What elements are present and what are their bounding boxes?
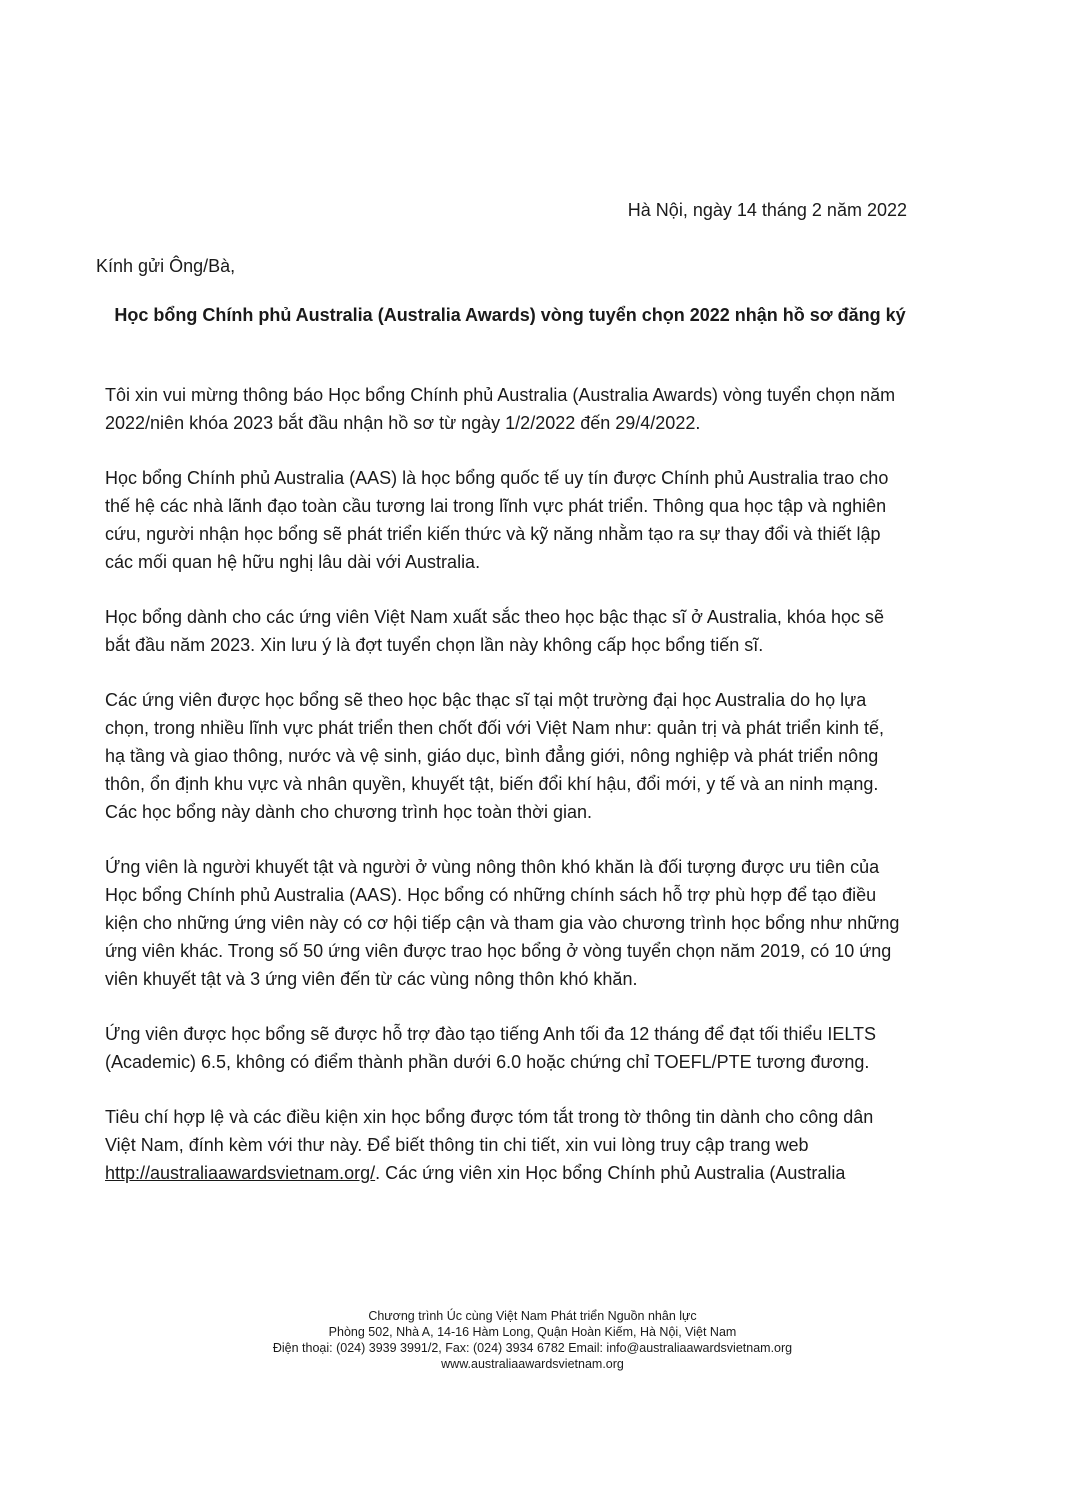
- paragraph-eligibility: Học bổng dành cho các ứng viên Việt Nam xuất sắc theo học bậc thạc sĩ ở Australia, khóa học sẽ bắt đầu năm 2023. Xin lưu ý là đợt tuyển chọn lần này không cấp học bổng tiến sĩ.: [105, 607, 884, 655]
- paragraph-fields-of-study: Các ứng viên được học bổng sẽ theo học bậc thạc sĩ tại một trường đại học Australia do họ lựa chọn, trong nhiều lĩnh vực phát triển then chốt đối với Việt Nam như: quản trị và phát triển kinh tế, hạ tầng và giao thông, nước và vệ sinh, giáo dục, bình đẳng giới, nông nghiệp và phát triển nông thôn, ổn định khu vực và nhân quyền, khuyết tật, biến đổi khí hậu, đổi mới, y tế và an ninh mạng. Các học bổng này dành cho chương trình học toàn thời gian.: [105, 690, 885, 822]
- salutation: Kính gửi Ông/Bà,: [96, 256, 236, 276]
- paragraph-priority-groups: Ứng viên là người khuyết tật và người ở vùng nông thôn khó khăn là đối tượng được ưu tiên của Học bổng Chính phủ Australia (AAS). Học bổng có những chính sách hỗ trợ phù hợp để tạo điều kiện cho những ứng viên này có cơ hội tiếp cận và tham gia vào chương trình học bổng như những ứng viên khác. Trong số 50 ứng viên được trao học bổng ở vòng tuyển chọn năm 2019, có 10 ứng viên khuyết tật và 3 ứng viên đến từ các vùng nông thôn khó khăn.: [105, 857, 900, 989]
- letter-title: Học bổng Chính phủ Australia (Australia Awards) vòng tuyển chọn 2022 nhận hồ sơ đăng ký: [114, 305, 906, 325]
- footer-address: Phòng 502, Nhà A, 14-16 Hàm Long, Quận Hoàn Kiếm, Hà Nội, Việt Nam: [328, 1325, 737, 1339]
- paragraph-announcement: Tôi xin vui mừng thông báo Học bổng Chính phủ Australia (Australia Awards) vòng tuyển chọn năm 2022/niên khóa 2023 bắt đầu nhận hồ sơ từ ngày 1/2/2022 đến 29/4/2022.: [105, 385, 896, 433]
- letter-date: Hà Nội, ngày 14 tháng 2 năm 2022: [627, 200, 907, 220]
- paragraph-english-training: Ứng viên được học bổng sẽ được hỗ trợ đào tạo tiếng Anh tối đa 12 tháng để đạt tối thiểu IELTS (Academic) 6.5, không có điểm thành phần dưới 6.0 hoặc chứng chỉ TOEFL/PTE tương đương.: [105, 1024, 877, 1072]
- website-link[interactable]: http://australiaawardsvietnam.org/: [105, 1163, 376, 1183]
- criteria-text: Tiêu chí hợp lệ và các điều kiện xin học bổng được tóm tắt trong tờ thông tin dành cho công dân Việt Nam, đính kèm với thư này. Để biết thông tin chi tiết, xin vui lòng truy cập trang web: [105, 1107, 874, 1155]
- footer-website: www.australiaawardsvietnam.org: [441, 1357, 624, 1371]
- paragraph-about-aas: Học bổng Chính phủ Australia (AAS) là học bổng quốc tế uy tín được Chính phủ Australia trao cho thế hệ các nhà lãnh đạo toàn cầu tương lai trong lĩnh vực phát triển. Thông qua học tập và nghiên cứu, người nhận học bổng sẽ phát triển kiến thức và kỹ năng nhằm tạo ra sự thay đổi và thiết lập các mối quan hệ hữu nghị lâu dài với Australia.: [105, 468, 889, 572]
- paragraph-criteria: [105, 1103, 905, 1187]
- footer-organization: Chương trình Úc cùng Việt Nam Phát triển Nguồn nhân lực: [368, 1309, 697, 1323]
- criteria-text-continued: . Các ứng viên xin Học bổng Chính phủ Australia (Australia: [375, 1163, 846, 1183]
- letter-footer: [0, 1308, 1065, 1372]
- footer-contact: Điện thoại: (024) 3939 3991/2, Fax: (024) 3934 6782 Email: info@australiaawardsvietnam.org: [272, 1341, 793, 1355]
- letter-body: [105, 381, 905, 1214]
